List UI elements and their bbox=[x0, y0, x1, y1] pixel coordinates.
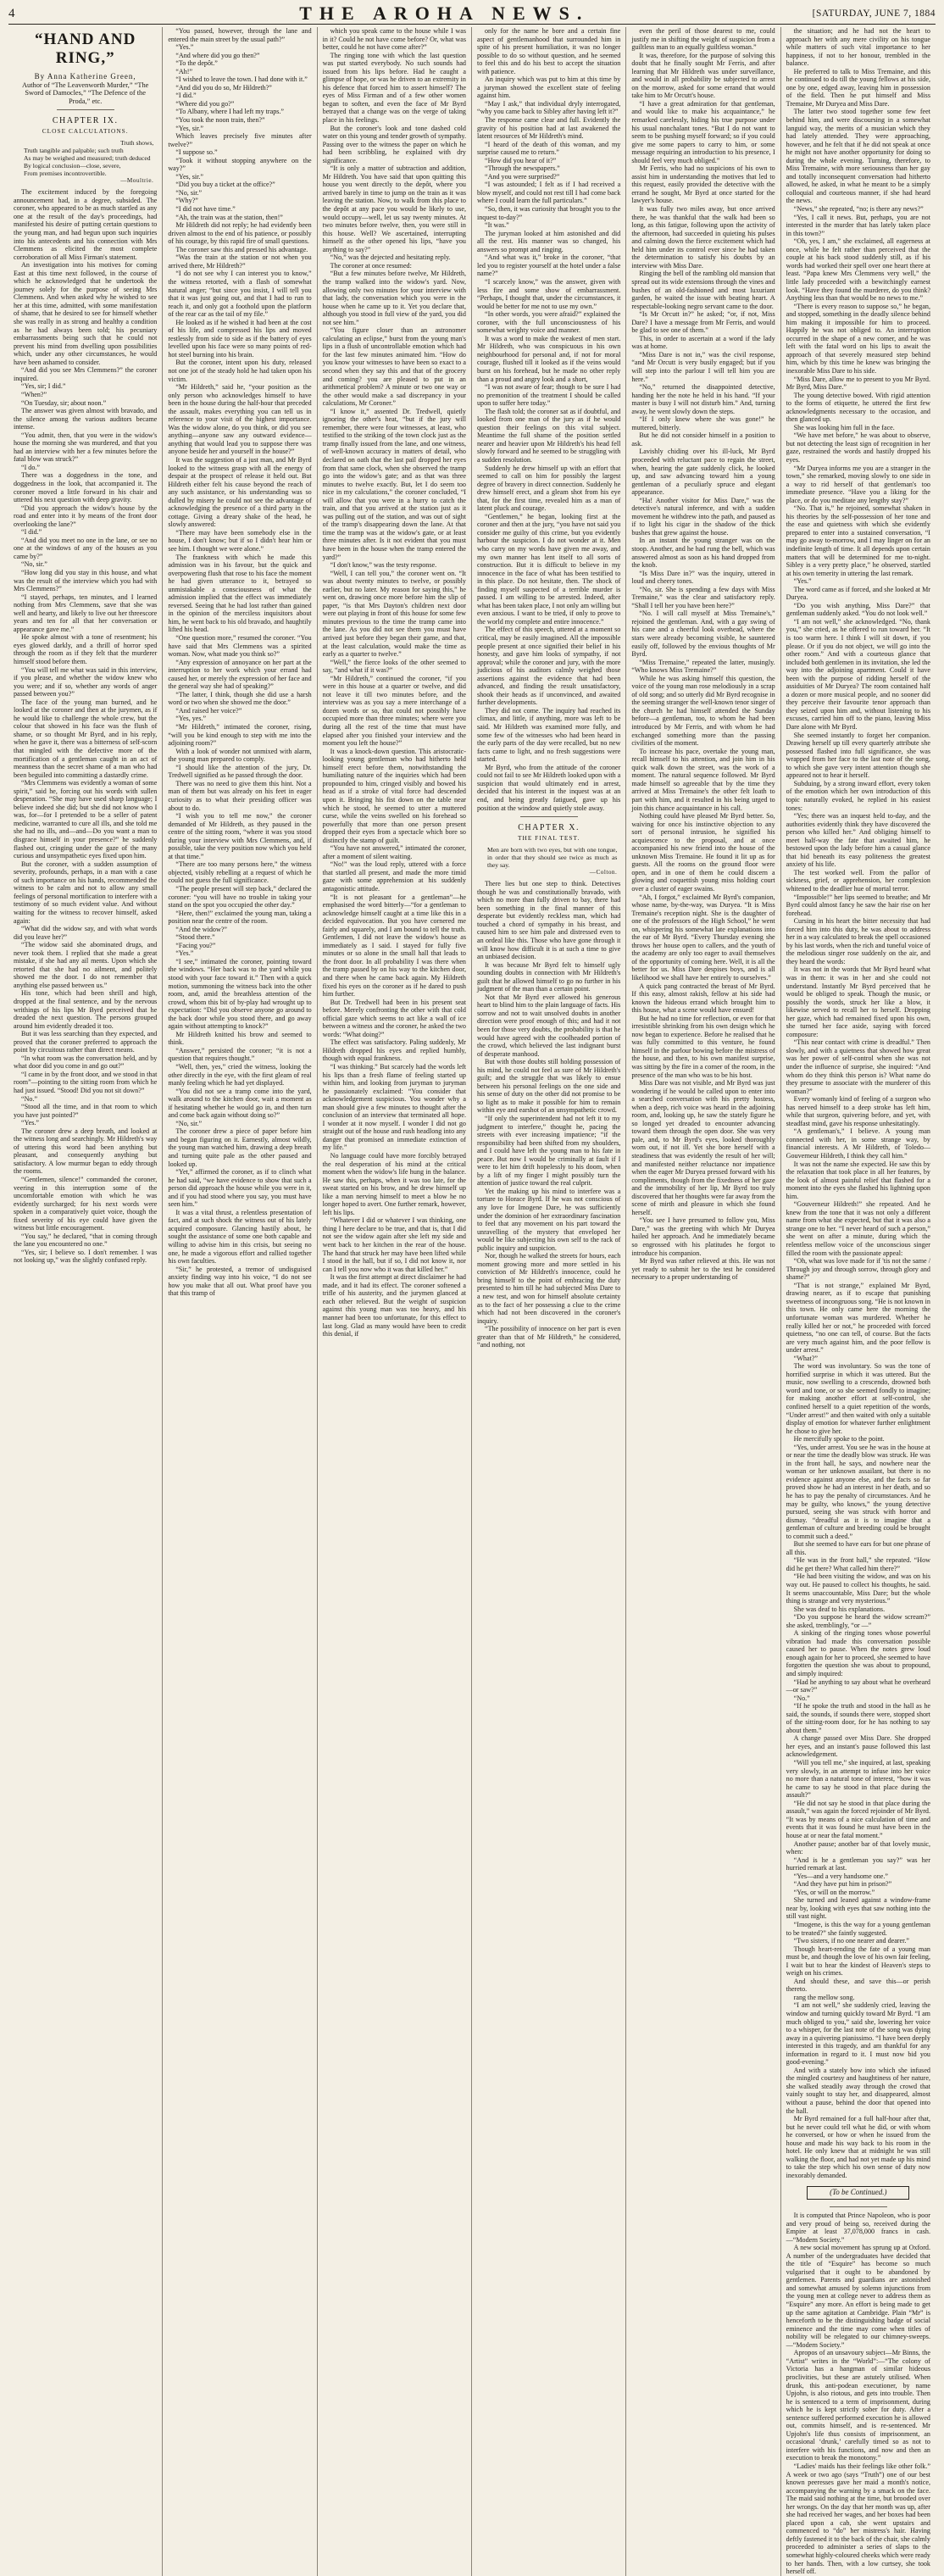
article-paragraph: It was, therefore, for the purpose of solving this doubt that he finally sought Mr Ferris, and after learning that Mr Hildreth was under surveillance, and would in all probability be subjected to arrest on the morrow, asked for some errand that would take him to Mr Orcutt's house. bbox=[631, 51, 775, 100]
article-paragraph: “May I ask,” that individual dryly interrogated, “why you came back to Sibley after having left it?” bbox=[476, 99, 621, 116]
article-paragraph: “Mr Hildreth,” said he, “your position as the only person who acknowledges himself to have been in the house during the half-hour that preceded the assault, makes everything you can tell us in reference to your visit of the highest importance. Was the widow alone, do you think, or did you see anything—anyone saw any outward evidence—anything that would lead you to suppose there was anyone beside her and yourself in the house?” bbox=[168, 383, 312, 456]
article-paragraph: A quick pang contracted the breast of Mr Byrd. If this easy, almost rakish, fellow at his side had known the hideous errand which brought him to this house, what a scene would have ensued! bbox=[631, 982, 775, 1015]
article-paragraph: Though heart-rending the fate of a young man must be, and though the love of his own fair feeling, I wait but to hear the kindest of Heaven's steps to weigh on his crimes. bbox=[786, 1945, 930, 1978]
article-paragraph: “Facing you?” bbox=[175, 941, 216, 949]
article-paragraph: “No!” was the loud reply, uttered with a force that startled all present, and made the more timid gaze with some apprehension at his suddenly antagonistic attitude. bbox=[322, 860, 466, 893]
article-paragraph: It was not in the words that Mr Byrd heard what was in them: it was in her and she could not understand. Instantly Mr Byrd perceived that he would be obliged to speak. Though the music, or possibly the words, struck her like a blow, it likewise served to recall her to herself. Dropping her gaze, which had remained fixed upon his own, she turned her face aside, saying with forced composure: bbox=[786, 965, 930, 1038]
epigraph-line: By logical conclusion—close, severe, bbox=[24, 162, 121, 170]
article-paragraph: “You see I have presumed to follow you, Miss Dare,” was the greeting with which Mr Duryea hailed her approach. And he immediately became so engrossed with his platitudes he forgot to introduce his companion. bbox=[631, 1216, 775, 1257]
article-paragraph: The flash told; the coroner sat as if doubtful, and looked from one man of the jury as if he would question their feelings on this vital subject. Meantime the full shame of the position settled nearer and heavier upon Mr Hildreth's his head fell slowly forward and he seemed to be struggling with a sudden resolution. bbox=[476, 407, 621, 464]
article-paragraph: The face of the young man burned, and he looked at the coroner and then at the jurymen, as if he would like to challenge the whole crew, but the colour that showed in his face was the flush of shame, or so thought Mr Byrd, and in his reply, when he gave it, there was a bitterness of self-scorn that mingled with the defective more of the mortification of a gentleman caught in an act of meanness than the secret shame of a man who had been beguiled into committing a dastardly crime. bbox=[14, 698, 158, 779]
article-paragraph: “Well, I can tell you,” the coroner went on. “It was about twenty minutes to twelve, or possibly earlier, but no later. My reason for saying this,” he went on, drawing once more before him the slip of paper, “is that Mrs Dayton's children next door were out playing in front of this house for some few minutes previous to the time the tramp came into the lane. As you did not see them you must have arrived just before they began their game, and that, at the least calculation, would make the time as early as a quarter to twelve.” bbox=[322, 569, 466, 659]
article-paragraph: “I was astounded; I felt as if I had received a blow myself, and could not rest till I had come back where I could learn the full particulars.” bbox=[476, 181, 621, 205]
article-paragraph: “No, sir.” bbox=[175, 1119, 203, 1127]
article-paragraph: The frankness with which he made this admission was in his favour, but the quick and overpowering flush that rose to his face the moment he had given utterance to it, betrayed so unmistakable a consciousness of what the admission implied that the effect was immediately reversed. Seeing that he had lost rather than gained in the opinion of the merciless inquisitors about him, he went back to his old bravado, and haughtily lifted his head. bbox=[168, 553, 312, 634]
article-paragraph: “What did the widow say, and with what words did you leave her?” bbox=[14, 925, 158, 941]
article-paragraph: The coroner at once resumed: bbox=[330, 261, 412, 270]
article-paragraph: The answer was given almost with bravado, and the silence among the various auditors became intense. bbox=[14, 407, 158, 431]
article-paragraph: “Mr Duryea informs me you are a stranger in the town,” she remarked, moving slowly to one side in a way to rid herself of that gentleman's too immediate presence. “Have you a liking for the place, or do you meditate any lengthy stay?” bbox=[786, 464, 930, 504]
article-paragraph: “Ah!” bbox=[175, 67, 193, 75]
article-paragraph: He preferred to talk to Miss Tremaine, and this he continued to do till the young fellows at his side, one by one, edged away, leaving him in possession of the field. Then he put himself and Miss Tremaine, Mr Duryea and Miss Dare. bbox=[786, 67, 930, 108]
epigraph-line: From premises incontrovertible. bbox=[24, 170, 107, 178]
article-paragraph: “Yes.” bbox=[21, 1119, 39, 1127]
article-paragraph: Mr Hildreth did not reply; he had evidently been driven almost to the end of his patience, or possibly of his courage, by this rapid fire of small questions. bbox=[168, 221, 312, 246]
article-paragraph: The coroner drew a piece of paper before him and began figuring on it. Earnestly, almost wildly, the young man watched him, drawing a deep breath and turning quite pale as the other paused and looked up. bbox=[168, 1127, 312, 1168]
article-paragraph: “Impossible!” her lips seemed to breathe; and Mr Byrd could almost fancy he saw the hair rise on her forehead. bbox=[786, 893, 930, 917]
article-paragraph: “You say,” he declared, “that in coming through the lane you encountered no one.” bbox=[14, 1232, 158, 1249]
article-paragraph: “Oh, what was love made for if 'tis not the same / Through joy and through sorrow, through glory and shame?” bbox=[786, 1257, 930, 1282]
article-paragraph: In an instant the young stranger was on the stoop. Another, and he had rung the bell, which was answered almost as soon as his hand dropped from the knob. bbox=[631, 537, 775, 570]
article-paragraph: It was because Mr Byrd felt to himself ugly sounding doubts in connection with Mr Hildreth's guilt that he allowed himself to go no further in his judgment of the man than a certain point. bbox=[476, 960, 621, 993]
article-paragraph: “On Tuesday, sir; about noon.” bbox=[21, 398, 107, 407]
article-paragraph: No language could have more forcibly betrayed the real desperation of his mind at the critical moment when the widow's life hung in the balance. He saw this, perhaps, when it was too late, for the sweat started on his brow, and he drew himself up like a man nerving himself to meet a blow he no longer hoped to avert. One further remark, however, left his lips. bbox=[322, 1152, 466, 1216]
article-paragraph: And should these, and save this—or perish thereto. bbox=[786, 1977, 930, 1994]
article-paragraph: “You admit, then, that you were in the widow's house the morning she was murdered, and that you had an interview with her a few minutes before the fatal blow was struck?” bbox=[14, 431, 158, 464]
article-paragraph: “Had he anything to say about what he overheard—or saw?” bbox=[786, 1677, 930, 1694]
article-paragraph: But with those doubts still holding possession of his mind, he could not feel as sure of Mr Hildreth's guilt; and the struggle that was likely to ensue between his personal feelings on the one side and his sense of duty on the other did not promise to be so light as to make it possible for him to remain within eye and earshot of an unsympathetic crowd. bbox=[476, 1058, 621, 1115]
article-paragraph: rang the mellow song. bbox=[793, 1993, 855, 2001]
article-paragraph: “How did you hear of it?” bbox=[484, 156, 557, 164]
article-paragraph: “So, then, it was curiosity that brought you to the inquest to-day?” bbox=[476, 205, 621, 221]
article-paragraph: “And they have put him in prison?” bbox=[793, 1880, 892, 1889]
article-paragraph: “Yes, or will on the morrow.” bbox=[793, 1888, 875, 1896]
article-paragraph: The word came as if forced, and she looked at Mr Duryea. bbox=[786, 585, 930, 602]
article-paragraph: “Gentlemen, silence!” commanded the coroner, veering in this interruption some of the uncomfortable emotion with which he was evidently surcharged; for his next words were spoken in a comparatively quiet voice, though the fixed severity of his eye could have given the witness but little encouragement. bbox=[14, 1176, 158, 1232]
article-paragraph: “Took it without stopping anywhere on the way?” bbox=[168, 156, 312, 173]
article-paragraph: There lies but one step to think. Detectives though he was and constitutionally bravado, with which no more than fully driven to bay, there had been something in the final manner of this desperate but evidently reckless man, which had touched a chord of sympathy in his breast, and caused him to see him pale and distressed even to an ordeal like this. Those who have gone through it will know how difficult it is at such a time to give an unbiased decision. bbox=[476, 880, 621, 961]
column-3-body bbox=[323, 27, 466, 1338]
story-title: “HAND AND RING,” bbox=[35, 31, 136, 67]
article-paragraph: “And did you meet no one in the lane, or see no one at the windows of any of the houses as you came by?” bbox=[14, 536, 158, 560]
chapter-subheading: CLOSE CALCULATIONS. bbox=[42, 126, 129, 135]
article-paragraph: But he did not consider himself in a position to ask. bbox=[631, 431, 775, 448]
article-paragraph: Not that Mr Byrd ever allowed his generous heart to blind him to the plain language of facts. His sorrow and not to wait unsolved doubts in another direction were proof enough of this; and had it not been for those very doubts, the probability is that he would have agreed with the coolheaded portion of the crowd, which believed the last indignant burst of desperate manhood. bbox=[476, 993, 621, 1058]
article-paragraph: “The latter, I think, though she did use a harsh word or two when she showed me the door.” bbox=[168, 690, 312, 707]
article-paragraph: “You took the noon train, then?” bbox=[175, 116, 265, 125]
columns bbox=[8, 27, 936, 2576]
divider bbox=[57, 109, 114, 110]
article-paragraph: An inquiry which was put to him at this time by a juryman showed the excellent state of feeling against him. bbox=[476, 75, 621, 100]
article-paragraph: He mercifully spoke to the point. bbox=[793, 1435, 885, 1444]
article-paragraph: With a look of wonder not unmixed with alarm, the young man prepared to comply. bbox=[168, 747, 312, 764]
article-paragraph: “A gentleman's,” I believe. A young man connected with her, in some strange way, by financial interests. A Mr Hildreth, of Toledo—Gouverneur Hildreth, I think they call him.” bbox=[786, 1127, 930, 1160]
article-paragraph: “I wished to leave the town. I had done with it.” bbox=[175, 75, 308, 84]
article-paragraph: “Oh, yes, I am,” she exclaimed, all eagerness at once, while he felt rather than perceived that the couple at his back stood suddenly still, as if his words had worked their spell over one heart there at least. “Papa knew Mrs Clemmens very well,” the little lady proceeded with a bewitchingly earnest look. “Have they found the murderer, do you think? Anything less than that would be no news to me.” bbox=[786, 237, 930, 303]
article-paragraph: “Here, then!” exclaimed the young man, taking a position near the centre of the room. bbox=[168, 909, 312, 926]
article-paragraph: “If I only knew where she was gone!” he muttered, bitterly. bbox=[631, 415, 775, 431]
article-paragraph: The latter two stood together some few feet behind him, and were discoursing in a somewhat languid way, the merits of a musician which they had lately attended. They were approaching, however, and he felt that if he did not speak at once he might not have another opportunity for doing so during the whole evening. Turning, therefore, to Miss Tremaine, with more seriousness than her gay and totally inconsequent conversation had hitherto allowed, he asked, in what he meant to be a simply colloquial and courteous manner, if she had heard the news. bbox=[786, 108, 930, 205]
article-paragraph: She seemed instantly to forget her companion. Drawing herself up till every quarterly attribute she possessed flashed into full significance, she was wrapped from her face to the last note of the song, to which she gave very intent attention though she appeared not to hear it herself. bbox=[786, 731, 930, 780]
article-paragraph: “Do you wish anything, Miss Dare?” that gentleman suddenly asked. “You do not look well.” bbox=[786, 601, 930, 618]
article-paragraph: “No, sir.” bbox=[175, 188, 203, 197]
article-paragraph: “I see,” intimated the coroner, pointing toward the windows. “Her back was to the yard while you stood with your face toward it.” Then with a quick motion, summoning the witness back into the other room, and, amid the breathless attention of the crowd, whom this bit of by-play had wrought up to expectation: “Did you observe anyone go around to the back door while you stood there, and go away again without attempting to knock?” bbox=[168, 957, 312, 1031]
chapter-heading: CHAPTER IX. bbox=[52, 116, 119, 126]
article-paragraph: Which leaves precisely five minutes after twelve?” bbox=[168, 132, 312, 148]
article-paragraph: She was deaf to his explanations. bbox=[793, 1605, 886, 1613]
divider bbox=[520, 816, 578, 817]
column-3 bbox=[318, 27, 472, 2576]
article-paragraph: “I stayed, perhaps, ten minutes, and I learned nothing from Mrs Clemmens, save that she was well and hearty, and likely to live out her threescore years and ten for all that her conversation or appearance gave me.” bbox=[14, 593, 158, 633]
column-1 bbox=[8, 27, 163, 2576]
epigraph-attribution: —Moultrie. bbox=[120, 177, 154, 185]
article-paragraph: “I scarcely know,” was the answer, given with less fire and some show of embarrassment. “Perhaps, I thought that, under the circumstances, it would be better for me not to use my own.” bbox=[476, 277, 621, 310]
article-paragraph: “Stood all the time, and in that room to which you have just pointed?” bbox=[14, 1103, 158, 1119]
article-paragraph: “Whatever I did or whatever I was thinking, one thing I here declare to be true, and that is, that I did not see the widow again after she left my side and went back to her kitchen in the rear of the house. The hand that struck her may have been lifted while I stood in the hall, but if so, I did not know it, nor can I tell you now who it was that killed her.” bbox=[322, 1216, 466, 1273]
article-paragraph: “Why?” bbox=[175, 197, 198, 205]
article-paragraph: “Yes.” bbox=[793, 577, 812, 586]
article-paragraph: The young detective bowed. With rigid attention to the forms of etiquette, he uttered the first few acknowledgments necessary to the occasion, and then glanced up. bbox=[786, 391, 930, 424]
article-paragraph: But it was less searching than they expected, and proved that the coroner preferred to approach the point by circuitous rather than direct means. bbox=[14, 1030, 158, 1054]
article-paragraph: Apropos of an unsavoury subject—Mr Binns, the “Artist” writes in the “World”:—“The colony of Victoria has a hangman of similar hideous proclivities, but these are astutely utilised. When drunk, this anti-podean executioner, by name Upjohn, is also riotous, and gets into trouble. Then he is sentenced to a term of imprisonment, during which he is kept strictly sober for duty. After a sentence suffered performed execution he is allowed out, commits himself, and is re-sentenced. Mr Upjohn's life thus consists of imprisonment, an occasional ‘drunk,’ carefully timed so as not to interfere with his functions, and now and then an execution to break the monotony.” bbox=[786, 2349, 930, 2462]
article-paragraph: “Mrs Clemmens was evidently a woman of some spirit,” said he, forcing out his words with sullen desperation. “She may have used sharp language; I believe indeed she did; but she did not know who I was, for—for I pretended to be a seller of patent medicine, warranted to cure all ills, and she told me she had no ills, and—and—Do you want a man to disgrace himself in your presence?” he suddenly flashed out, cringing under the gaze of the many curious and unsympathetic eyes fixed upon him. bbox=[14, 779, 158, 860]
article-paragraph: “It is not pleasant for a gentleman”—he emphasised the word bitterly—“for a gentleman to acknowledge himself caught at a time like this in a decided equivocation. But you have cornered me fairly and squarely, and I am bound to tell the truth. Gentlemen, I did not leave the widow's house as immediately as I said. I stayed for fully five minutes or so alone in the small hall that leads to the front door. In all probability I was there when the tramp passed by on his way to the kitchen door, and there when he came back again. My Hildreth fixed his eyes on the coroner as if he dared to push him further. bbox=[322, 893, 466, 999]
article-paragraph: But Dr. Tredwell had been in his present seat before. Merely confronting the other with that cold official gaze which seems to act like a wall of ice between a witness and the coroner, he asked the two words: “What doing?” bbox=[322, 998, 466, 1038]
article-paragraph: But he had no time for reflection, or even for that irresistible shrinking from his own design which he now began to experience. Before he realised that he was fully committed to this venture, he found himself in the parlour bowing before the mistress of the house, and then, to his own manifest surprise, was sitting by the fire in a corner of the room, in the presence of the man who was to be his host. bbox=[631, 1014, 775, 1079]
article-paragraph: An investigation into his motives for coming East at this time next followed, in the course of which he acknowledged that he undertook the journey solely for the purpose of seeing Mrs Clemmens. And when asked why he wished to see her at this time, admitted, with some manifestation of shame, that he desired to see for himself whether she was really in as strong and healthy a condition as he had always been told; his pecuniary embarrassments being such that he could not prevent his mind from dwelling upon possibilities which, under any other circumstances, he would have been ashamed to consider. bbox=[14, 261, 158, 366]
article-paragraph: The excitement induced by the foregoing announcement had, in a degree, subsided. The coroner, who appeared to be as much startled as any one at the result of the day's proceedings, had manifested his desire of putting certain questions to the young man, and had begun upon such inquiries into his antecedents and his connection with Mrs Clemmens as elicited the most complete corroboration of all Miss Firman's statement. bbox=[14, 188, 158, 261]
article-paragraph: She turned and leaned against a window-frame near by, looking with eyes that saw nothing into the still vast night. bbox=[786, 1896, 930, 1921]
article-paragraph: “The possibility of innocence on her part is even greater than that of Mr Hildreth,” he considered, “and nothing, not bbox=[476, 1325, 621, 1349]
story-author-note: Author of “The Leavenworth Murder,” “The Sword of Damocles,” “The Defence of the Proda,” etc. bbox=[21, 81, 149, 105]
article-paragraph: It was a word to make the weakest of men start. Mr Hildreth, who was conspicuous in his own neighbourhood for personal and, if not for moral courage, flushed till it looked as if the veins would burst on his forehead, but he made no other reply than a proud and angry look and a short, bbox=[476, 334, 621, 383]
article-paragraph: “That is not strange,” explained Mr Byrd, drawing nearer, as if to escape that punishing sweetness of incongruous song. “He is not known in this town. He only came here the morning the unfortunate woman was murdered. Whether he really killed her or not,” he proceeded with forced quietness, “no one can tell, of course. But the facts are very much against him, and the poor fellow is under arrest.” bbox=[786, 1281, 930, 1355]
article-paragraph: “I have a great admiration for that gentleman, and would like to make his acquaintance,” he remarked carelessly, hiding his true purpose under his usual nonchalant tones. “But I do not want to seem to be pushing myself forward; so if you could give me some papers to carry to him, or some message requiring an introduction to his presence, I should feel very much obliged.” bbox=[631, 99, 775, 164]
article-paragraph: A sinking of the ringing tones whose powerful vibration had made this conversation possible caused her to pause. When the notes grew loud enough again for her to proceed, she seemed to have forgotten the question she was about to propound, and simply inquired: bbox=[786, 1629, 930, 1678]
chapter-subheading: THE FINAL TEST. bbox=[517, 833, 580, 842]
article-paragraph: “What?” bbox=[793, 1354, 818, 1362]
article-paragraph: “Is Mr Orcutt in?” he asked; “or, if not, Miss Dare? I have a message from Mr Ferris, and would be glad to see one of them.” bbox=[631, 310, 775, 335]
article-paragraph: “I don't know,” was the testy response. bbox=[330, 561, 437, 570]
article-paragraph: And with a stately bow into which she infused the mingled courtesy and haughtiness of her nature, she walked steadily away through the crowd that vainly sought to stay her, and disappeared, almost without a pause, behind the door that opened into the hall. bbox=[786, 2066, 930, 2115]
article-paragraph: The juryman looked at him astonished and did all the rest. His manner was so changed, his answers so prompt and ringing. bbox=[476, 229, 621, 253]
article-paragraph: It was fully two miles away, but once arrived there, he was thankful that the walk had been so long, as this fatigue, following upon the activity of the afternoon, had succeeded in quieting his pulses and calming down the fierce excitement which had held him under its control ever since he had taken the determination to satisfy his doubts by an interview with Miss Dare. bbox=[631, 205, 775, 270]
article-paragraph: “You did not see a tramp come into the yard, walk around to the kitchen door, wait a moment as if hesitating whether he would go in, and then turn and come back again without doing so?” bbox=[168, 1087, 312, 1120]
article-paragraph: “And the widow?” bbox=[175, 925, 228, 933]
column-4 bbox=[472, 27, 626, 2576]
epigraph-line: Men are born with two eyes, but with one tongue, in order that they should see twice as much as they say. bbox=[486, 846, 618, 870]
article-paragraph: It was a knock-down question. This aristocratic-looking young gentleman who had hitherto held himself erect before them, notwithstanding the humiliating nature of the inquiries which had been propounded to him, cringed visibly and bowed his head as if a stroke of vital force had descended upon it. Bringing his fist down on the table near which he stood, he seemed to utter a muttered curse, while the veins swelled on his forehead so powerfully that more than one person present dropped their eyes from a spectacle which bore so distinctly the stamp of guilt. bbox=[322, 747, 466, 844]
article-paragraph: “It is only a matter of subtraction and addition, Mr Hildreth. You have said that upon quitting this house you went directly to the depôt, where you arrived barely in time to jump on the train as it was leaving the station. Now, to walk from this place to the depôt at any pace you would be likely to use, would occupy—well, let us say twenty minutes. At two minutes before twelve, then, you were still in this house. Well? We ascertained, interrupting himself as the other opened his lips, “have you anything to say?” bbox=[322, 164, 466, 253]
article-paragraph: It was a vital thrust, a relentless presentation of fact, and at such shock the witness out of his lately acquired composure. Glancing hastily about, he sought the assistance of some one both capable and willing to advise him in this crisis, but seeing no one, he made a vigorous effort and rallied together his own faculties. bbox=[168, 1208, 312, 1266]
article-paragraph: Another pause; another bar of that lovely music, when: bbox=[786, 1839, 930, 1856]
article-paragraph: Mr Byrd, who from the attitude of the coroner could not fail to see Mr Hildreth looked upon with a suspicion that would ultimately end in arrest, decided that his interest in the inquest was at an end, and being greatly fatigued, gave up his position at the window and quietly stole away. bbox=[476, 763, 621, 812]
article-paragraph: “In other words, you were afraid?” explained the coroner, with the full unconsciousness of his somewhat weighty voice and manner. bbox=[476, 310, 621, 335]
story-author: By Anna Katherine Green, bbox=[34, 72, 136, 81]
article-paragraph: “This near contact with crime is dreadful.” Then slowly, and with a quietness that showed how great was her power of self-control when she was not under the influence of surprise, she inquired: “And whom do they think this person is? What name do they presume to associate with the murderer of this woman?” bbox=[786, 1038, 930, 1095]
article-paragraph: While he was asking himself this question, the voice of the young man rose melodiously in a scrap of old song; and so utterly did Mr Byrd recognise in the seeming stranger the well-known tenor singer of the church he had himself attended the Sunday before—a gentleman, too, to whom he had been introduced by Mr Ferris, and with whom he had exchanged something more than the passing civilities of the moment. bbox=[631, 674, 775, 748]
article-paragraph: But the coroner, intent upon his duty, released not one jot of the steady hold he had taken upon his victim. bbox=[168, 359, 312, 383]
article-paragraph: “No, sir. She is spending a few days with Miss Tremaine,” was the clear and satisfactory reply. “Shall I tell her you have been here?” bbox=[631, 585, 775, 609]
article-paragraph: “Through the newspapers.” bbox=[484, 164, 560, 173]
article-paragraph: “Two sisters, if no one nearer and dearer.” bbox=[793, 1937, 909, 1945]
article-paragraph: “No. That is,” he rejoined, somewhat shaken in his theories by the self-possession of her tone and the ease and quietness with which she evidently prepared to enter into a sustained conversation, “I may go away to-morrow, and I may linger on for an indefinite length of time. It all depends upon certain matters that will be determined for me to-night. Sibley is a very pretty place,” he observed, startled at his own temerity in uttering the last remark. bbox=[786, 504, 930, 577]
article-paragraph: “Did you approach the widow's house by the road and enter into it by means of the front door overlooking the lane?” bbox=[14, 504, 158, 528]
article-paragraph: “There are too many persons here,” the witness objected, visibly rebelling at a request of which he could not guess the full significance. bbox=[168, 860, 312, 885]
article-paragraph: “One question more,” resumed the coroner. “You have said that Mrs Clemmens was a spirited woman. Now, what made you think so?” bbox=[168, 634, 312, 659]
article-paragraph: “I do.” bbox=[21, 463, 41, 471]
article-paragraph: “Mr Hildreth,” intimated the coroner, rising, “will you be kind enough to step with me into the adjoining room?” bbox=[168, 723, 312, 748]
chapter-heading: CHAPTER X. bbox=[518, 823, 580, 833]
article-paragraph: “And did you do so, Mr Hildreth?” bbox=[175, 83, 272, 92]
article-paragraph: “If only the superintendent had not left it to my judgment to interfere,” thought he, pacing the streets with ever increasing impatience; “if the responsibility had been shifted from my shoulders, and I could have left the young man to his fate in peace. But now I would be criminally at fault if I were to let him drift hopelessly to his doom, when by a lift of my finger I might possibly turn the attention of justice toward the real culprit. bbox=[476, 1115, 621, 1188]
chapter-epigraph bbox=[477, 846, 620, 880]
article-paragraph: the situation; and he had not the heart to approach her with any mere civility on his tongue while matters of such vital importance to her happiness, if not to her honour, trembled in the balance. bbox=[786, 27, 930, 68]
article-paragraph: “But a few minutes before twelve, Mr Hildreth, the tramp walked into the widow's yard. Now, allowing only two minutes for your interview with that lady, the conversation which you were in the house when he came up to it. Yet you declare that, although you stood in full view of the yard, you did not see him.” bbox=[322, 270, 466, 326]
article-paragraph: “No, sir.” bbox=[21, 560, 47, 569]
article-paragraph: There was a doggedness in the tone, and doggedness in the look, that accompanied it. The coroner moved a little forward in his chair and uttered his next question with deep gravity. bbox=[14, 471, 158, 504]
article-paragraph: “Yes, sir; I did.” bbox=[21, 382, 66, 391]
article-paragraph: A change passed over Miss Dare. She dropped her eyes, and an instant's pause followed this last acknowledgement. bbox=[786, 1734, 930, 1759]
article-paragraph: The coroner saw this and pressed his advantage. bbox=[175, 245, 308, 253]
article-paragraph: Suddenly he drew himself up with an effort that seemed to call on him for possibly the largest degree of bravery in direct connection. Suddenly he drew himself erect, and a gleam shot from his eye that, for the first time, revealed him as a man of latent pluck and courage. bbox=[476, 464, 621, 513]
article-paragraph: “There may have been somebody else in the house, I don't know; but if so I didn't hear him or see him. I thought we were alone.” bbox=[168, 528, 312, 553]
article-paragraph: “Yet,” affirmed the coroner, as if to clinch what he had said, “we have evidence to show that such a person did approach the house while you were in it, and if you had stood where you say, you must have seen him.” bbox=[168, 1168, 312, 1209]
article-paragraph: “Miss Tremaine,” repeated the latter, musingly. “Who knows Miss Tremaine?” bbox=[631, 658, 775, 675]
article-paragraph: It was the suggestion of a just man, and Mr Byrd looked to the witness grasp with all the energy of despair at the prospect of release it held out. But Hildreth either felt his cause beyond the reach of any such assistance, or his understanding was so dulled by misery he could not see the advantage of acknowledging the presence of a third party in the cottage. Giving a dreary shake of the head, he slowly answered: bbox=[168, 455, 312, 529]
article-paragraph: “Is Miss Dare in?” was the inquiry, uttered in loud and cheery tones. bbox=[631, 569, 775, 586]
article-paragraph: Ringing the bell of the rambling old mansion that spread out its wide extensions through the vines and bushes of an old-fashioned and most luxuriant garden, he waited the issue with beating heart. A respectable-looking negro servant came to the door. bbox=[631, 270, 775, 310]
epigraph-attribution: —Colton. bbox=[589, 869, 618, 876]
article-paragraph: “Where did you go?” bbox=[175, 99, 235, 108]
article-paragraph: Nor, though he walked the streets for hours, each moment growing more and more settled in his conviction of Mr Hildreth's innocence, could he bring himself to the point of embracing the duty presented to him till he had subjected Miss Dare to a new test, and won for himself absolute certainty as to the fact of her possessing a clue to the crime which had not been discovered in the coroner's inquiry. bbox=[476, 1252, 621, 1325]
article-paragraph: which you speak came to the house while I was in it? Could he not have come before? Or, what was better, could he not have come after?” bbox=[322, 27, 466, 52]
chapter-epigraph bbox=[14, 139, 157, 188]
article-paragraph: “I do not see why I can interest you to know,” the witness retorted, with a flash of somewhat natural anger; “but since you insist, I will tell you that it was just going out, and that I had to run to reach it, and only got a foothold upon the platform of the rear car as the tail of my file.” bbox=[168, 270, 312, 319]
article-paragraph: “If he spoke the truth and stood in the hall as he said, the sounds, if sounds there were, stopped short of the sitting-room door, for he has nothing to say about them.” bbox=[786, 1702, 930, 1734]
article-paragraph: “News,” she repeated, “no; is there any news?” bbox=[793, 205, 924, 214]
article-paragraph: “I am not well,” she acknowledged. “No, thank you,” she cried, as he offered to run toward her. “It is too warm here. I think I will sit down, if you please. Or if you do not object, we will go into the other room.” And with a courteous glance that included both gentlemen in its invitation, she led the way into the adjoining apartment. Could it have been with the purpose of ridding herself of the assiduities of Mr Duryea? The room contained half a dozen or more musical people, and no sooner did they perceive their favourite tenor approach than they seized upon him and, without listening to his excuses, carried him off to the piano, leaving Miss Dare alone with Mr Byrd. bbox=[786, 617, 930, 732]
article-paragraph: “How long did you stay in this house, and what was the result of the interview which you had with Mrs Clemmens?” bbox=[14, 568, 158, 593]
article-paragraph: Mr Hildreth knitted his brow and seemed to think. bbox=[168, 1030, 312, 1047]
article-paragraph: The coroner drew a deep breath, and looked at the witness long and searchingly. Mr Hildreth's way of uttering this word had been anything but pleasant, and consequently anything but satisfactory. A low murmur began to eddy through the rooms. bbox=[14, 1127, 158, 1176]
masthead bbox=[8, 3, 936, 25]
article-paragraph: The ringing tone with which the last question was put started everybody. No such sounds had issued from his lips before. Had he caught a glimpse of hope, or was he driven to an extremity in his defence that forced him to assert himself? The eyes of Miss Firman and of a few other women began to soften, and even the face of Mr Byrd betrayed that a change was on the verge of taking place in his feelings. bbox=[322, 51, 466, 125]
article-paragraph: “Any expression of annoyance on her part at the interruption to her work which your errand had caused her, or merely the expression of her face and the general way she had of speaking?” bbox=[168, 658, 312, 691]
article-paragraph: only for the name he bore and a certain fine aspect of gentlemanhood that surrounded him in spite of his present humiliation, it was no longer possible to do so without question, and he seemed to feel this and do his best to accept the situation with patience. bbox=[476, 27, 621, 75]
column-6-body bbox=[786, 27, 930, 2179]
article-paragraph: “Ah, the train was at the station, then!” bbox=[175, 213, 283, 221]
article-paragraph: “Ha! Another visitor for Miss Dare,” was the detective's natural inference, and with a sudden movement he withdrew into the path, and paused as if to light his cigar in the shadow of the thick bushes that grew against the house. bbox=[631, 496, 775, 537]
article-paragraph: “I should like the attention of the jury, Dr. Tredwell signified as he passed through the door. bbox=[168, 763, 312, 780]
article-paragraph: “I did.” bbox=[175, 92, 197, 100]
article-paragraph: To increase his pace, overtake the young man, recall himself to his attention, and join him in his quick walk down the street, was the work of a moment. The natural sequence followed. Mr Byrd made himself so agreeable that by the time they arrived at Miss Tremaine's the other felt loath to part with him, and it resulted in his being urged to join this chance acquaintance in his call. bbox=[631, 747, 775, 812]
article-paragraph: “Ladies' maids has their feelings like other folk.” A week or two ago (says “Truth”) one of our best known peeresses gave her maid a month's notice, accompanying the warning by a smack on the face. The maid said nothing at the time, but brooded over her wrongs. On the day that her month was up, after she had received her wages, and her boxes had been placed upon a cab, she went upstairs and commenced to “do” her mistress's hair. Having deftly fastened it to the back of the chair, she calmly proceeded to administer a series of slaps to the somewhat highly-coloured cheeks which were ready to her hands. Then, with a low curtsey, she took herself off. bbox=[786, 2462, 930, 2576]
column-2-body bbox=[168, 27, 311, 1298]
article-paragraph: “Mr Hildreth,” continued the coroner, “if you were in this house at a quarter or twelve, and did not leave it till two minutes before, and the interview was as you say a mere interchange of a dozen words or so, that could not possibly have occupied more than three minutes; where were you during all the rest of the time that must have elapsed after you finished your interview and the moment you left the house?” bbox=[322, 674, 466, 748]
article-paragraph: “Well, then, yes,” cried the witness, looking the other directly in the eye, with the first gleam of real manly feeling which he had yet displayed. bbox=[168, 1063, 312, 1088]
article-paragraph: “Will you tell me,” she inquired, at last, speaking very slowly, in an attempt to infuse into her voice no more than a natural tone of interest, “how it was he came to say he stood in that place during the assault?” bbox=[786, 1759, 930, 1800]
article-paragraph: It was the first attempt at direct disclaimer he had made, and it had its effect. The coroner softened a trifle of his austerity, and the jurymen glanced at each other relieved. But the weight of suspicion against this young man was too heavy, and his manner had been too unfortunate, for this effect to last long. Glad as many would have been to credit this denial, if bbox=[322, 1273, 466, 1338]
article-paragraph: “To the depôt.” bbox=[175, 59, 218, 68]
article-paragraph: “In what room was the conversation held, and by what door did you come in and go out?” bbox=[14, 1054, 158, 1071]
article-paragraph: “I am not well,” she suddenly cried, leaving the window and turning quickly toward Mr Byrd. “I am much obliged to you,” said she, lowering her voice to a whisper, for the last note of the song was dying away in a quivering pianissimo. “I have been deeply interested in this tragedy, and am thankful for any information in regard to it. I must now bid you good-evening.” bbox=[786, 2001, 930, 2067]
article-paragraph: But the coroner's look and tone dashed cold water on this young and tender growth of sympathy. Passing over to the witness the paper on which he had been scribbling, he explained with dry significance. bbox=[322, 124, 466, 164]
article-paragraph: even the peril of those dearest to me, could justify me in shifting the weight of suspicion from a guiltless man to an equally guiltless woman.” bbox=[631, 27, 775, 52]
article-paragraph: “The people present will step back,” declared the coroner: “you will have no trouble in taking your stand on the spot you occupied the other day.” bbox=[168, 884, 312, 910]
epigraph-line: Truth shows, bbox=[119, 139, 154, 147]
article-paragraph: She was looking him full in the face. bbox=[793, 423, 895, 431]
article-paragraph: “Miss Dare, allow me to present to you Mr Byrd. Mr Byrd, Miss Dare.” bbox=[786, 375, 930, 392]
article-paragraph: His tone, which had been shrill and high, dropped at the final sentence, and by the nervous writhings of his lips Mr Byrd perceived that he dreaded the next question. The persons grouped around him evidently dreaded it too. bbox=[14, 989, 158, 1030]
article-paragraph: “Was the train at the station or not when you arrived there, Mr Hildreth?” bbox=[168, 253, 312, 270]
article-paragraph: “Yes, sir.” bbox=[175, 124, 204, 132]
article-paragraph: “Yes, under arrest. You see he was in the house at or near the time the deadly blow was struck. He was in the front hall, he says, and nowhere near the woman or her unknown assailant, but there is no evidence against anyone else, and the facts so far proved show he had an interest in her death, and so he has to pay the penalty of circumstances. And he may be guilty, who knows,” the young detective pursued, seeing she was struck with horror and dismay. “dreadful as it is to imagine that a gentleman of culture and breeding could be brought to commit such a deed.” bbox=[786, 1443, 930, 1540]
article-paragraph: But the coroner, with a sudden assumption of severity, profounds, perhaps, in a man with a case of such importance on his hands, recommended the witness to be calm and not to allow any small feelings of personal mortification to interfere with a testimony of so much evident value. And without waiting for the witness to recover himself, asked again: bbox=[14, 860, 158, 925]
article-paragraph: “When?” bbox=[21, 390, 47, 398]
article-paragraph: “And is he a gentleman you say?” was her hurried remark at last. bbox=[786, 1855, 930, 1872]
article-paragraph: “It was.” bbox=[484, 221, 509, 230]
article-paragraph: “You have not answered,” intimated the coroner, after a moment of silent waiting. bbox=[322, 844, 466, 860]
column-5-body bbox=[631, 27, 775, 1282]
article-paragraph: The effect of this speech, uttered at a moment so critical, may be easily imagined. All the impossible people present at once signified their belief in his honesty, and gave him looks of sympathy, if not approval; while the coroner and jury, with the more judicious of his auditors calmly weighed those assertions against the evidence that had been advanced, and finding the result unsatisfactory, shook their heads as if unconvinced, and awaited further developments. bbox=[476, 626, 621, 707]
article-paragraph: “No.” bbox=[793, 1694, 810, 1702]
column-4-chapter-x-body bbox=[477, 880, 620, 1349]
article-paragraph: They did not come. The inquiry had reached its climax, and little, if anything, more was left to be said. Mr Hildreth was examined more fully, and some few of the witnesses who had been heard in the early parts of the day were recalled, but no new facts came to light, and no fresh suggestions were started. bbox=[476, 706, 621, 764]
article-paragraph: “I suppose so.” bbox=[175, 148, 218, 157]
article-paragraph: Yet the making up his mind to interfere was a torture to Horace Byrd. If he was not conscious of any love for Imogene Dare, he was sufficiently under the dominion of her extraordinary fascination to feel that any movement on his part toward the unravelling of the mystery that enveloped her would be like subjecting his own self to the rack of public inquiry and suspicion. bbox=[476, 1187, 621, 1252]
article-paragraph: He spoke almost with a tone of resentment; his eyes glowed darkly, and a thrill of horror sped through the room as if they felt that the murderer himself stood before them. bbox=[14, 633, 158, 665]
issue-date: [SATURDAY, JUNE 7, 1884 bbox=[812, 8, 936, 19]
article-paragraph: But she seemed to have ears for but one phrase of all this. bbox=[786, 1540, 930, 1556]
article-paragraph: “I did not have time.” bbox=[175, 205, 236, 214]
article-paragraph: “No,” returned the disappointed detective, handing her the note he held in his hand. “If your master is busy I will not disturb him.” And, turning away, he went slowly down the steps. bbox=[631, 383, 775, 415]
article-paragraph: “Stood there.” bbox=[175, 933, 215, 942]
column-5 bbox=[626, 27, 780, 2576]
column-1-body bbox=[14, 188, 157, 1265]
article-paragraph: It was not the name she expected. He saw this by the relaxation that took place in all her features, by the look of almost painful relief that flashed for a moment into the eyes she flashed his lightning upon him. bbox=[786, 1160, 930, 1200]
article-paragraph: “Sir,” he protested, a tremor of undisguised anxiety finding way into his voice, “I do not see how you make that all out. What proof have you that this tramp of bbox=[168, 1265, 312, 1298]
article-paragraph: “Gentlemen,” he began, looking first at the coroner and then at the jury, “you have not said you consider me guilty of this crime, but you evidently harbour the suspicion. I do not wonder at it. Men who carry on my words have given me away, and my own manner has lent itself to all sorts of construction. But it is difficult to believe in my innocence in the face of what has been testified to in this place. Do not hesitate, then. The shock of finding myself suspected of a terrible murder is passed. I am willing to be arrested. Indeed, after what has been taken place, I not only am willing but even anxious. I want to be tried, if only to prove to the world my complete and entire innocence.” bbox=[476, 512, 621, 626]
article-paragraph: Mr Ferris, who had no suspicions of his own to assist him in understanding the motives that led to this request, easily provided the detective with the errand he sought, Mr Byrd at once started for the lawyer's house. bbox=[631, 164, 775, 205]
epigraph-line: Truth tangible and palpable; such truth bbox=[24, 147, 124, 155]
article-paragraph: “I was not aware of fear; though to be sure I had no premonition of the treatment I should be called upon to suffer here today.” bbox=[476, 383, 621, 408]
article-paragraph: It is computed that Prince Napoleon, who is poor and very proud of being so, received during the Empire at least 37,078,000 francs in cash.—“Modern Society.” bbox=[786, 2212, 930, 2244]
to-be-continued: (To be Continued.) bbox=[807, 2186, 909, 2200]
article-paragraph: “And you were surprised?” bbox=[484, 172, 560, 181]
column-6-news-items bbox=[786, 2212, 930, 2576]
article-paragraph: The effect was satisfactory. Paling suddenly, Mr Hildreth dropped his eyes and replied humbly, though with equal frankness. bbox=[322, 1038, 466, 1063]
article-paragraph: “No,” was the dejected and hesitating reply. bbox=[330, 253, 451, 262]
article-paragraph: “You figure closer than an astronomer calculating an eclipse,” burst from the young man's lips in a flush of uncontrollable emotion which had for the last few minutes animated him. “How do you know your witnesses to have been so exact to a second when they say this and that of the grocery and coming? you are pleased to put in an arithmetical problem? A minute or two one way or the other would make a sad discrepancy in your calculations, Mr Coroner.” bbox=[322, 326, 466, 408]
article-paragraph: “Miss Dare is not in,” was the civil response, “and Mr Orcutt is very busily engaged; but if you will step into the parlour I will tell him you are here.” bbox=[631, 350, 775, 383]
article-paragraph: “Yes, sir.” bbox=[175, 172, 204, 181]
article-paragraph: “Yes, yes.” bbox=[175, 715, 207, 723]
article-paragraph: A new social movement has sprung up at Oxford. A number of the undergraduates have decided that the title of “Esquire” has become so much vulgarised that it ought to be abandoned by gentlemen. Parents and guardians are astonished and somewhat amused by solemn injunctions from the young men at college never to address them as “Esquire” any more. An effort is being made to get up the same agitation at Cambridge. Plain “Mr” is henceforth to be the distinguishing badge of social eminence and the time may come when titles of nobility will be relegated to our chimney-sweeps.—“Modern Society.” bbox=[786, 2244, 930, 2349]
article-paragraph: “Yes, sir; I believe so. I don't remember. I was not looking up,” was the slightly confused reply. bbox=[14, 1248, 158, 1265]
article-paragraph: “Answer,” persisted the coroner; “it is not a question that requires thought.” bbox=[168, 1046, 312, 1063]
article-paragraph: “He had been visiting the widow, and was on his way out. He paused to collect his thoughts, he said. It seems unaccountable, Miss Dare; but the whole thing is strange and very mysterious.” bbox=[786, 1572, 930, 1605]
article-paragraph: “Yes—and a very handsome one.” bbox=[793, 1872, 888, 1880]
article-paragraph: “I was thinking.” But scarcely had the words left his lips than a fresh flame of feeling started up within him, and looking from juryman to juryman he passionately exclaimed: “You consider that acknowledgement suspicious. You wonder why a man should give a few minutes to thought after the conclusion of an interview that terminated all hope. I wonder at it now myself. I wonder I did not go straight out of the house and rush headlong into any danger that promised an immediate extinction of my life.” bbox=[322, 1063, 466, 1152]
article-paragraph: “You will tell me what was said in this interview, if you please, and whether the widow knew who you were; and if so, whether any words of anger passed between you?” bbox=[14, 665, 158, 698]
article-paragraph: “I came in by the front door, and we stood in that room”—pointing to the sitting room from which he had just issued. “Stood! Did you not sit down?” bbox=[14, 1070, 158, 1094]
article-paragraph: “I know it,” assented Dr. Tredwell, quietly ignoring the other's heat, “but if the jury will remember, there were four witnesses, at least, who testified to the striking of the town clock just as the tramp finally issued from the lane, and one witness, of well-known accuracy in matters of detail, who declared on oath that the last pail dropped her eyes from that same clock, when she observed the tramp go into the widow's gate; and as that was three minutes to twelve exactly. But, let I do seem too nice in my calculations,” the coroner concluded, “I will allow that you were in a hurry to catch the train, and that you arrived at the station just as it was pulling out of the station, and was out of sight of the tramp's disappearing down the lane. At that time the tramp was at the widow's gate, or at least three minutes after. Is it not evident that you must have been in the house when the tramp entered the yard?” bbox=[322, 407, 466, 561]
article-paragraph: “The widow said she abominated drugs, and never took them. I replied that she made a great mistake, if she had any ail ments. Upon which she retorted that she had no ailment, and politely showed me the door. I do not remember that anything else passed between us.” bbox=[14, 941, 158, 989]
article-paragraph: He looked as if he wished it had been at the cost of his life, and compressed his lips and moved restlessly from side to side as if the battery of eyes levelled upon his face were so many points of red-hot steel burning into his brain. bbox=[168, 318, 312, 359]
newspaper-title: THE AROHA NEWS. bbox=[299, 3, 590, 24]
column-4-body bbox=[477, 27, 620, 812]
article-paragraph: “Yes, I call it news. But, perhaps, you are not interested in the murder that has lately taken place in this town?” bbox=[786, 213, 930, 237]
column-2 bbox=[163, 27, 317, 2576]
article-paragraph: “He was in the front hall,” she repeated. “How did he get there? What called him there?” bbox=[786, 1556, 930, 1572]
article-paragraph: “You passed, however, through the lane and entered the main street by the usual path?” bbox=[168, 27, 312, 43]
article-paragraph: There was no need to give them this hint. Not a man of them but was already on his feet in eager curiosity as to what their presiding officer was about to do. bbox=[168, 779, 312, 812]
article-paragraph: “Yes.” bbox=[175, 43, 194, 52]
epigraph-line: As may be weighed and measured; truth deduced bbox=[24, 154, 151, 163]
article-paragraph: “And what was it,” broke in the coroner, “that led you to register yourself at the hotel under a false name?” bbox=[476, 253, 621, 278]
article-paragraph: “We have met before,” he was about to observe, but not detecting the least sign of recognition in her gaze, restrained the words and hastily dropped his eyes. bbox=[786, 431, 930, 464]
article-paragraph: “Did you buy a ticket at the office?” bbox=[175, 181, 275, 189]
article-paragraph: “There is every reason to suppose so,” he began, and stopped, something in the deadly silence behind him making it impossible for him to proceed. Happily he was not obliged to. An interruption occurred in the shape of a new comer, and he was left with the fatal word on his lips to await the approach of that severely measured step behind him, which by this time he knew was bringing the inexorable Miss Dare to his side. bbox=[786, 302, 930, 375]
article-paragraph: “Yes; there was an inquest held to-day, and the authorities evidently think they have discovered the person who killed her.” And obliging himself to meet half-way the fate that awaited him, he bestowed upon the lady before him a casual glance that hid beneath its easy politeness the greatest anxiety of his life. bbox=[786, 812, 930, 869]
article-paragraph: “He did not say he stood in that place during the assault,” was again the forced rejoinder of Mr Byrd. “It was by means of a nice calculation of time and events that it was found he must have been in the house at or near the fatal moment.” bbox=[786, 1799, 930, 1839]
article-paragraph: “And did you see Mrs Clemmens?” the coroner inquired. bbox=[14, 366, 158, 382]
article-paragraph: “No.” bbox=[21, 1094, 38, 1103]
article-paragraph: The test worked well. From the pallor of sickness, grief, or apprehension, her complexion whitened to the deadlier hue of mortal terror. bbox=[786, 868, 930, 893]
article-paragraph: “I wish you to tell me now,” the coroner demanded of Mr Hildreth, as they paused in the centre of the sitting room, “where it was you stood during your interview with Mrs Clemmens, and, if possible, take the very position now which you held at that time.” bbox=[168, 812, 312, 860]
article-paragraph: “No. I will call myself at Miss Tremaine's,” rejoined the gentleman. And, with a gay swing of his cane and a cheerful look overhead, where the stars were already becoming visible, he sauntered easily off, followed by the envious thoughts of Mr Byrd. bbox=[631, 609, 775, 659]
article-paragraph: “And raised her voice?” bbox=[175, 706, 242, 715]
column-6 bbox=[781, 27, 936, 2576]
story-byline bbox=[14, 73, 157, 81]
article-paragraph: Mr Byrd remained for a full half-hour after that, but he never could tell what he did, or with whom he conversed, or how or when he issued from the house and made his way back to his room in the hotel. He only knew that at midnight he was still walking the floor, and had not yet made up his mind to take the step which his own sense of duty now inexorably demanded. bbox=[786, 2115, 930, 2179]
article-paragraph: Every womanly kind of feeling of a surgeon who has nerved himself to a deep stroke has left him, while that surgeon, quivering before, and yet, with steadfast mind, gave his response unhesitatingly. bbox=[786, 1095, 930, 1127]
article-paragraph: “Yes.” bbox=[175, 949, 194, 958]
article-paragraph: Lavishly chiding over his ill-luck, Mr Byrd proceeded with reluctant pace to regain the street, when, hearing the gate suddenly click, he looked up, and saw advancing toward him a young gentleman of a peculiarly spruce and elegant appearance. bbox=[631, 448, 775, 497]
article-paragraph: This, in order to ascertain at a word if the lady was at home. bbox=[631, 334, 775, 351]
article-paragraph: Mr Byrd was rather relieved at this. He was not yet ready to submit her to the test he considered necessary to a proper understanding of bbox=[631, 1257, 775, 1282]
article-paragraph: “I heard of the death of this woman, and my surprise caused me to return.” bbox=[476, 140, 621, 157]
article-paragraph: “Imogene, is this the way for a young gentleman to be treated?” she faintly suggested. bbox=[786, 1920, 930, 1937]
article-paragraph: The word was involuntary. So was the tone of horrified surprise in which it was uttered. But the music, now swelling to a crescendo, drowned both word and tone, or so she seemed fondly to imagine; for making another effort at self-control, she confined herself to a quiet repetition of the words, “Under arrest!” and then waited with only a suitable display of emotion for whatever further enlightment he chose to give her. bbox=[786, 1362, 930, 1435]
article-paragraph: “Gouverneur Hildreth!” she repeated. And he knew from the tone that it was not only a different name from what she expected, but that it was also a strange one to her. “I never heard of such a person,” she went on after a minute, during which the relentless mellow voice of the unconscious singer filled the room with the passionate appeal: bbox=[786, 1200, 930, 1257]
page-number: 4 bbox=[8, 6, 15, 20]
divider bbox=[830, 2206, 887, 2207]
article-paragraph: “Do you suppose he heard the widow scream?” she asked, tremblingly, “or —” bbox=[786, 1613, 930, 1629]
article-paragraph: “I did.” bbox=[21, 528, 42, 537]
article-paragraph: Nothing could have pleased Mr Byrd better. So, waiving for once his instinctive objection to any sort of personal intrusion, he signified his acquiescence to the proposal, and at once accompanied his new friend into the house of the unknown Miss Tremaine. He found it lit up as for guests. All the rooms on the ground floor were open, and in one of them he could discern a glowing and coquettish young miss holding court over a cluster of eager swains. bbox=[631, 812, 775, 893]
article-paragraph: “Ah, I forgot,” exclaimed Mr Byrd's companion, whose name, by-the-way, was Duryea. “It is Miss Tremaine's reception night. She is the daughter of one of the professors of the High School,” he went on, whispering his somewhat late explanations into the ear of Mr Byrd. “Every Thursday evening she throws her house open to callers, and the youth of the academy are only too eager to avail themselves of the opportunity of coming here. Well, it is all the better for us. Miss Dare despises boys, and is all likelihood we shall have her entirely to ourselves.” bbox=[631, 893, 775, 982]
article-paragraph: “Well,” the fierce looks of the other seemed to say, “and what if it was?” bbox=[322, 658, 466, 675]
article-paragraph: The response came clear and full. Evidently the gravity of his position had at last awakened the latent resources of Mr Hildreth's mind. bbox=[476, 116, 621, 141]
article-paragraph: “And where did you go then?” bbox=[175, 51, 260, 59]
article-paragraph: Subduing, by a strong inward effort, every token of the emotion which her own introduction of this topic naturally evoked, he replied in his easiest tones: bbox=[786, 779, 930, 812]
article-paragraph: “To Albany, where I had left my traps.” bbox=[175, 108, 285, 116]
article-paragraph: Miss Dare was not visible, and Mr Byrd was just wondering if he would be called upon to enter into a searched conversation with his pretty hostess, when a deep, rich voice was heard in the adjoining room, and, looking up, he saw the stately figure he so longed yet dreaded to encounter advancing toward them through the open door. She was very pale, and, to Mr Byrd's eyes, looked thoroughly worn out, if not ill. Yet she bore herself with a steadiness that was evidently the result of her will; and manifested neither reluctance nor impatience when the eager Mr Duryea pressed forward with his compliments, though from the fixedness of her gaze and the immobility of her lip, Mr Byrd too truly discovered that her thoughts were far away from the scene of mirth and pleasure in which she found herself. bbox=[631, 1079, 775, 1216]
article-paragraph: Cursing in his heart the bitter necessity that had forced him into this duty, he was about to address her in a way calculated to break the spell occasioned by his last words, when the rich and tuneful voice of the melodious singer rose suddenly on the air, and they heard the words: bbox=[786, 917, 930, 965]
